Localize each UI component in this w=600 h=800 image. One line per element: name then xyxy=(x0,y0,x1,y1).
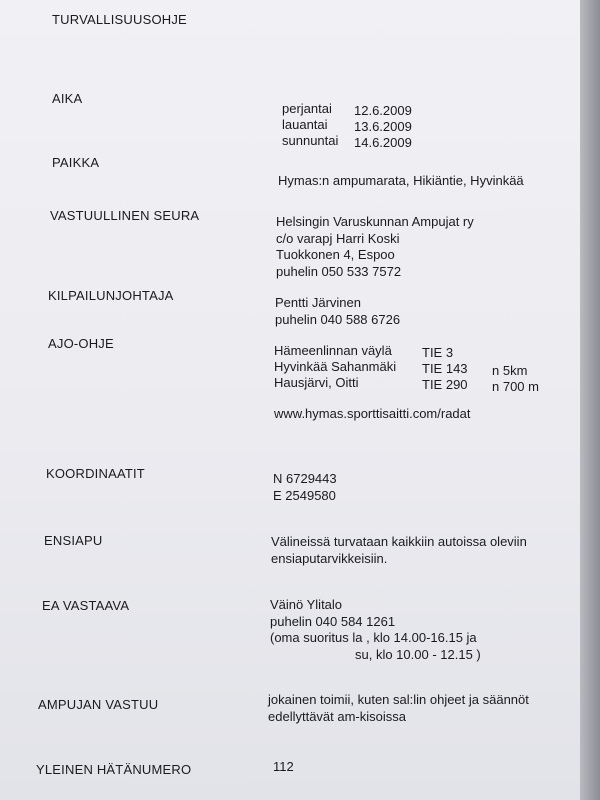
ajo-url: www.hymas.sporttisaitti.com/radat xyxy=(274,406,471,421)
ajo-place-1: Hämeenlinnan väylä xyxy=(274,343,392,358)
seura-line-4: puhelin 050 533 7572 xyxy=(276,264,402,279)
aika-date-1: 12.6.2009 xyxy=(354,103,412,118)
aika-day-1: perjantai xyxy=(282,101,332,116)
document-title: TURVALLISUUSOHJE xyxy=(52,12,187,27)
seura-line-3: Tuokkonen 4, Espoo xyxy=(276,247,395,262)
koord-n: N 6729443 xyxy=(273,471,337,486)
ea-line-2: puhelin 040 584 1261 xyxy=(270,614,396,629)
johtaja-label: KILPAILUNJOHTAJA xyxy=(48,288,174,303)
ea-line-1: Väinö Ylitalo xyxy=(270,597,343,612)
hata-value: 112 xyxy=(273,759,294,774)
koord-e: E 2549580 xyxy=(273,488,336,503)
ampujan-line-1: jokainen toimii, kuten sal:lin ohjeet ja säännöt xyxy=(268,692,529,707)
ajo-place-2: Hyvinkää Sahanmäki xyxy=(274,359,397,374)
ensiapu-label: ENSIAPU xyxy=(44,533,103,548)
ea-line-3: (oma suoritus la , klo 14.00-16.15 ja xyxy=(270,630,477,645)
ajo-dist-3: n 700 m xyxy=(492,379,539,394)
seura-line-1: Helsingin Varuskunnan Ampujat ry xyxy=(276,214,474,229)
seura-label: VASTUULLINEN SEURA xyxy=(50,208,200,223)
ampujan-label: AMPUJAN VASTUU xyxy=(38,697,159,712)
aika-day-2: lauantai xyxy=(282,117,328,132)
johtaja-line-1: Pentti Järvinen xyxy=(275,295,361,310)
ajo-road-3: TIE 290 xyxy=(422,377,468,392)
seura-line-2: c/o varapj Harri Koski xyxy=(276,231,400,246)
ensiapu-line-2: ensiaputarvikkeisiin. xyxy=(271,551,388,566)
hata-label: YLEINEN HÄTÄNUMERO xyxy=(36,762,192,777)
johtaja-line-2: puhelin 040 588 6726 xyxy=(275,312,401,327)
koord-label: KOORDINAATIT xyxy=(46,466,145,481)
aika-label: AIKA xyxy=(52,91,83,106)
ajo-road-2: TIE 143 xyxy=(422,361,468,376)
ajo-place-3: Hausjärvi, Oitti xyxy=(274,375,359,390)
ajo-label: AJO-OHJE xyxy=(48,336,114,351)
paikka-label: PAIKKA xyxy=(52,155,100,170)
aika-date-3: 14.6.2009 xyxy=(354,135,412,150)
ea-label: EA VASTAAVA xyxy=(42,598,130,613)
page-edge-shadow xyxy=(580,0,600,800)
ajo-road-1: TIE 3 xyxy=(422,345,454,360)
aika-day-3: sunnuntai xyxy=(282,133,339,148)
ajo-dist-2: n 5km xyxy=(492,363,528,378)
aika-date-2: 13.6.2009 xyxy=(354,119,412,134)
paikka-value: Hymas:n ampumarata, Hikiäntie, Hyvinkää xyxy=(278,173,524,188)
ea-line-4: su, klo 10.00 - 12.15 ) xyxy=(355,647,481,662)
ampujan-line-2: edellyttävät am-kisoissa xyxy=(268,709,406,724)
ensiapu-line-1: Välineissä turvataan kaikkiin autoissa oleviin xyxy=(271,534,527,549)
